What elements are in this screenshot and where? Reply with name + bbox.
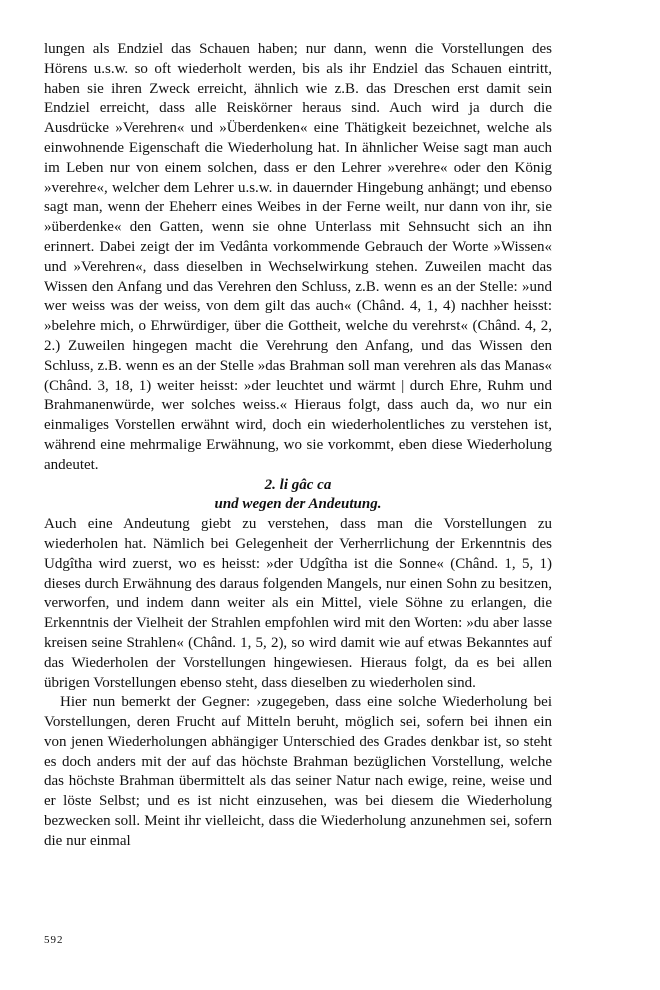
page-number: 592 <box>44 934 64 946</box>
paragraph-continuation: lungen als Endziel das Schauen haben; nur dann, wenn die Vorstellungen des Hörens u.s.w. so oft wiederholt werden, bis als ihr Endziel das Schauen eintritt, haben sie ihren Zweck erreicht, ähnlich wie z.B. das Dreschen erst damit sein Endziel erreicht, dass alle Reiskörner heraus sind. Auch wird ja durch die Ausdrücke »Verehren« und »Überdenken« eine Thätigkeit bezeichnet, welche als einwohnende Eigenschaft die Wiederholung hat. In ähnlicher Weise sagt man auch im Leben nur von einem solchen, dass er den Lehrer »verehre« oder den König »verehre«, welcher dem Lehrer u.s.w. in dauernder Hingebung anhängt; und ebenso sagt man, wenn der Eheherr eines Weibes in der Ferne weilt, nur dann von ihr, sie »überdenke« den Gatten, wenn sie ohne Unterlass mit Sehnsucht sich an ihn erinnert. Dabei zeigt der im Vedânta vorkommende Gebrauch der Worte »Wissen« und »Verehren«, dass dieselben in Wechselwirkung stehen. Zuweilen macht das Wissen den Anfang und das Verehren den Schluss, z.B. wenn es an der Stelle: »und wer weiss was der weiss, von dem gilt das auch« (Chând. 4, 1, 4) nachher heisst: »belehre mich, o Ehrwürdiger, über die Gottheit, welche du verehrst« (Chând. 4, 2, 2.) Zuweilen hingegen macht die Verehrung den Anfang, und das Wissen den Schluss, z.B. wenn es an der Stelle »das Brahman soll man verehren als das Manas« (Chând. 3, 18, 1) weiter heisst: »der leuchtet und wärmt | durch Ehre, Ruhm und Brahmanenwürde, wer solches weiss.« Hieraus folgt, dass auch da, wo nur ein einmaliges Vorstellen erwähnt wird, doch ein wiederholentliches zu verstehen ist, während eine mehrmalige Erwähnung, wo sie vorkommt, eben diese Wiederholung andeutet. <box>44 41 552 473</box>
section-sutra-heading: 2. li gâc ca <box>264 476 332 493</box>
section-sutra-translation: und wegen der Andeutung. <box>214 496 382 513</box>
text-column <box>44 40 552 852</box>
paragraph-andeutung: Auch eine Andeutung giebt zu verstehen, dass man die Vorstellungen zu wiederholen hat. Nämlich bei Gelegenheit der Verherrlichung der Erkenntnis des Udgîtha wird zuerst, wo es heisst: »der Udgîtha ist die Sonne« (Chând. 1, 5, 1) dieses durch Erwähnung des daraus folgenden Mangels, nur einen Sohn zu besitzen, verworfen, und indem dann weiter als ein Mittel, viele Söhne zu erlangen, die Erkenntnis der Vielheit der Strahlen empfohlen wird mit den Worten: »du aber lasse kreisen seine Strahlen« (Chând. 1, 5, 2), so wird damit wie auf etwas Bekanntes auf das Wiederholen der Vorstellungen hingewiesen. Hieraus folgt, da es bei allen übrigen Vorstellungen ebenso steht, dass dieselben zu wiederholen sind. <box>44 516 552 691</box>
paragraph-gegner: Hier nun bemerkt der Gegner: ›zugegeben, dass eine solche Wiederholung bei Vorstellungen, deren Frucht auf Mitteln beruht, möglich sei, sofern bei ihnen ein von jenen Wiederholungen abhängiger Unterschied des Grades denkbar ist, so steht es doch anders mit der auf das höchste Brahman bezüglichen Vorstellung, welche das höchste Brahman übermittelt als das seiner Natur nach ewige, reine, weise und er löste Selbst; und es ist nicht einzusehen, was bei diesem die Wiederholung bezwecken soll. Meint ihr vielleicht, dass die Wiederholung anzunehmen sei, sofern die nur einmal <box>44 694 552 849</box>
